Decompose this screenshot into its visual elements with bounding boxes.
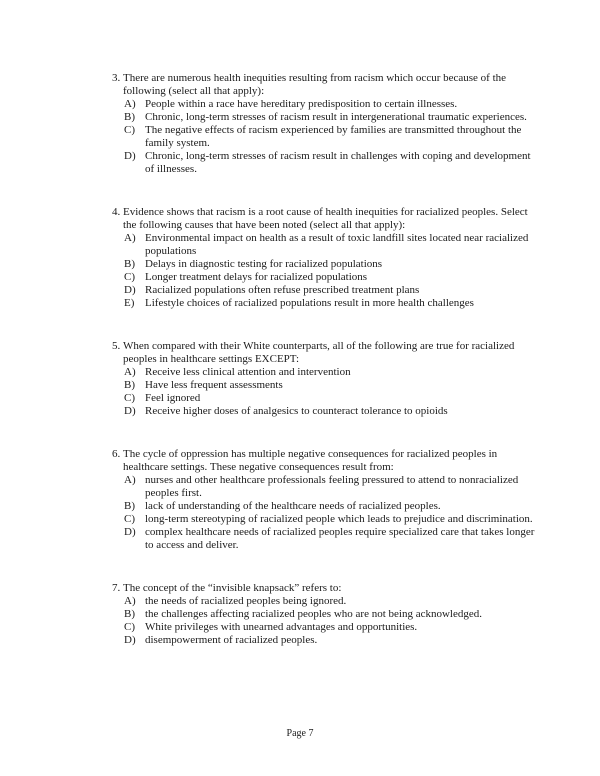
option-text: The negative effects of racism experienced by families are transmitted throughout the family system. bbox=[145, 124, 522, 149]
option-row bbox=[123, 608, 542, 621]
option-row bbox=[123, 379, 542, 392]
question-text: Evidence shows that racism is a root cause of health inequities for racialized peoples. Select the following causes that have been noted (select all that apply): bbox=[123, 206, 528, 231]
option-letter: B) bbox=[124, 111, 135, 123]
option-letter: A) bbox=[124, 595, 136, 607]
option-row bbox=[123, 634, 542, 647]
option-text: Feel ignored bbox=[145, 392, 201, 404]
question-6 bbox=[112, 448, 542, 552]
option-row bbox=[123, 271, 542, 284]
option-letter: B) bbox=[124, 258, 135, 270]
option-row bbox=[123, 111, 542, 124]
question-body bbox=[123, 582, 542, 647]
option-letter: D) bbox=[124, 284, 136, 296]
option-letter: D) bbox=[124, 526, 136, 538]
question-text: There are numerous health inequities resulting from racism which occur because of the following (select all that apply): bbox=[123, 72, 507, 97]
option-row bbox=[123, 405, 542, 418]
option-text: Have less frequent assessments bbox=[145, 379, 283, 391]
option-row bbox=[123, 474, 542, 500]
option-letter: C) bbox=[124, 124, 135, 136]
page-number-footer: Page 7 bbox=[286, 728, 314, 739]
question-body bbox=[123, 340, 542, 418]
question-number: 4. bbox=[112, 206, 121, 218]
option-letter: D) bbox=[124, 405, 136, 417]
option-letter: B) bbox=[124, 379, 135, 391]
option-row bbox=[123, 124, 542, 150]
option-row bbox=[123, 98, 542, 111]
option-text: disempowerment of racialized peoples. bbox=[145, 634, 318, 646]
option-letter: C) bbox=[124, 513, 135, 525]
option-text: Longer treatment delays for racialized populations bbox=[145, 271, 368, 283]
question-body bbox=[123, 206, 542, 310]
question-text: When compared with their White counterparts, all of the following are true for racialized peoples in healthcare settings EXCEPT: bbox=[123, 340, 515, 365]
option-text: People within a race have hereditary predisposition to certain illnesses. bbox=[145, 98, 458, 110]
question-number: 5. bbox=[112, 340, 121, 352]
option-text: nurses and other healthcare professionals feeling pressured to attend to nonracialized peoples first. bbox=[145, 474, 519, 499]
option-letter: C) bbox=[124, 621, 135, 633]
option-row bbox=[123, 513, 542, 526]
option-text: Chronic, long-term stresses of racism result in intergenerational traumatic experiences. bbox=[145, 111, 527, 123]
option-letter: B) bbox=[124, 608, 135, 620]
question-number: 6. bbox=[112, 448, 121, 460]
question-text: The concept of the “invisible knapsack” refers to: bbox=[123, 582, 342, 594]
option-text: Receive less clinical attention and intervention bbox=[145, 366, 351, 378]
option-text: long-term stereotyping of racialized people which leads to prejudice and discrimination. bbox=[145, 513, 533, 525]
option-row bbox=[123, 526, 542, 552]
option-row bbox=[123, 500, 542, 513]
question-number: 3. bbox=[112, 72, 121, 84]
option-letter: D) bbox=[124, 150, 136, 162]
option-text: lack of understanding of the healthcare needs of racialized peoples. bbox=[145, 500, 441, 512]
option-text: complex healthcare needs of racialized peoples require specialized care that takes longer to access and deliver. bbox=[145, 526, 535, 551]
question-number: 7. bbox=[112, 582, 121, 594]
option-text: Lifestyle choices of racialized populations result in more health challenges bbox=[145, 297, 474, 309]
option-letter: A) bbox=[124, 366, 136, 378]
option-letter: C) bbox=[124, 392, 135, 404]
option-row bbox=[123, 621, 542, 634]
option-letter: E) bbox=[124, 297, 135, 309]
option-row bbox=[123, 284, 542, 297]
option-letter: A) bbox=[124, 98, 136, 110]
option-letter: D) bbox=[124, 634, 136, 646]
option-text: White privileges with unearned advantages and opportunities. bbox=[145, 621, 418, 633]
question-body bbox=[123, 72, 542, 176]
option-text: the challenges affecting racialized peoples who are not being acknowledged. bbox=[145, 608, 482, 620]
question-body bbox=[123, 448, 542, 552]
option-text: Receive higher doses of analgesics to counteract tolerance to opioids bbox=[145, 405, 448, 417]
option-row bbox=[123, 258, 542, 271]
option-row bbox=[123, 297, 542, 310]
question-list bbox=[112, 72, 542, 647]
option-text: Delays in diagnostic testing for racialized populations bbox=[145, 258, 383, 270]
option-letter: A) bbox=[124, 474, 136, 486]
option-row bbox=[123, 366, 542, 379]
question-3 bbox=[112, 72, 542, 176]
option-row bbox=[123, 232, 542, 258]
option-row bbox=[123, 595, 542, 608]
question-7 bbox=[112, 582, 542, 647]
option-row bbox=[123, 392, 542, 405]
question-text: The cycle of oppression has multiple negative consequences for racialized peoples in healthcare settings. These negative consequences result from: bbox=[123, 448, 498, 473]
option-text: Racialized populations often refuse prescribed treatment plans bbox=[145, 284, 420, 296]
option-text: Chronic, long-term stresses of racism result in challenges with coping and development of illnesses. bbox=[145, 150, 531, 175]
option-letter: B) bbox=[124, 500, 135, 512]
option-letter: A) bbox=[124, 232, 136, 244]
option-text: Environmental impact on health as a result of toxic landfill sites located near racialized populations bbox=[145, 232, 529, 257]
question-4 bbox=[112, 206, 542, 310]
option-row bbox=[123, 150, 542, 176]
question-5 bbox=[112, 340, 542, 418]
option-text: the needs of racialized peoples being ignored. bbox=[145, 595, 347, 607]
option-letter: C) bbox=[124, 271, 135, 283]
